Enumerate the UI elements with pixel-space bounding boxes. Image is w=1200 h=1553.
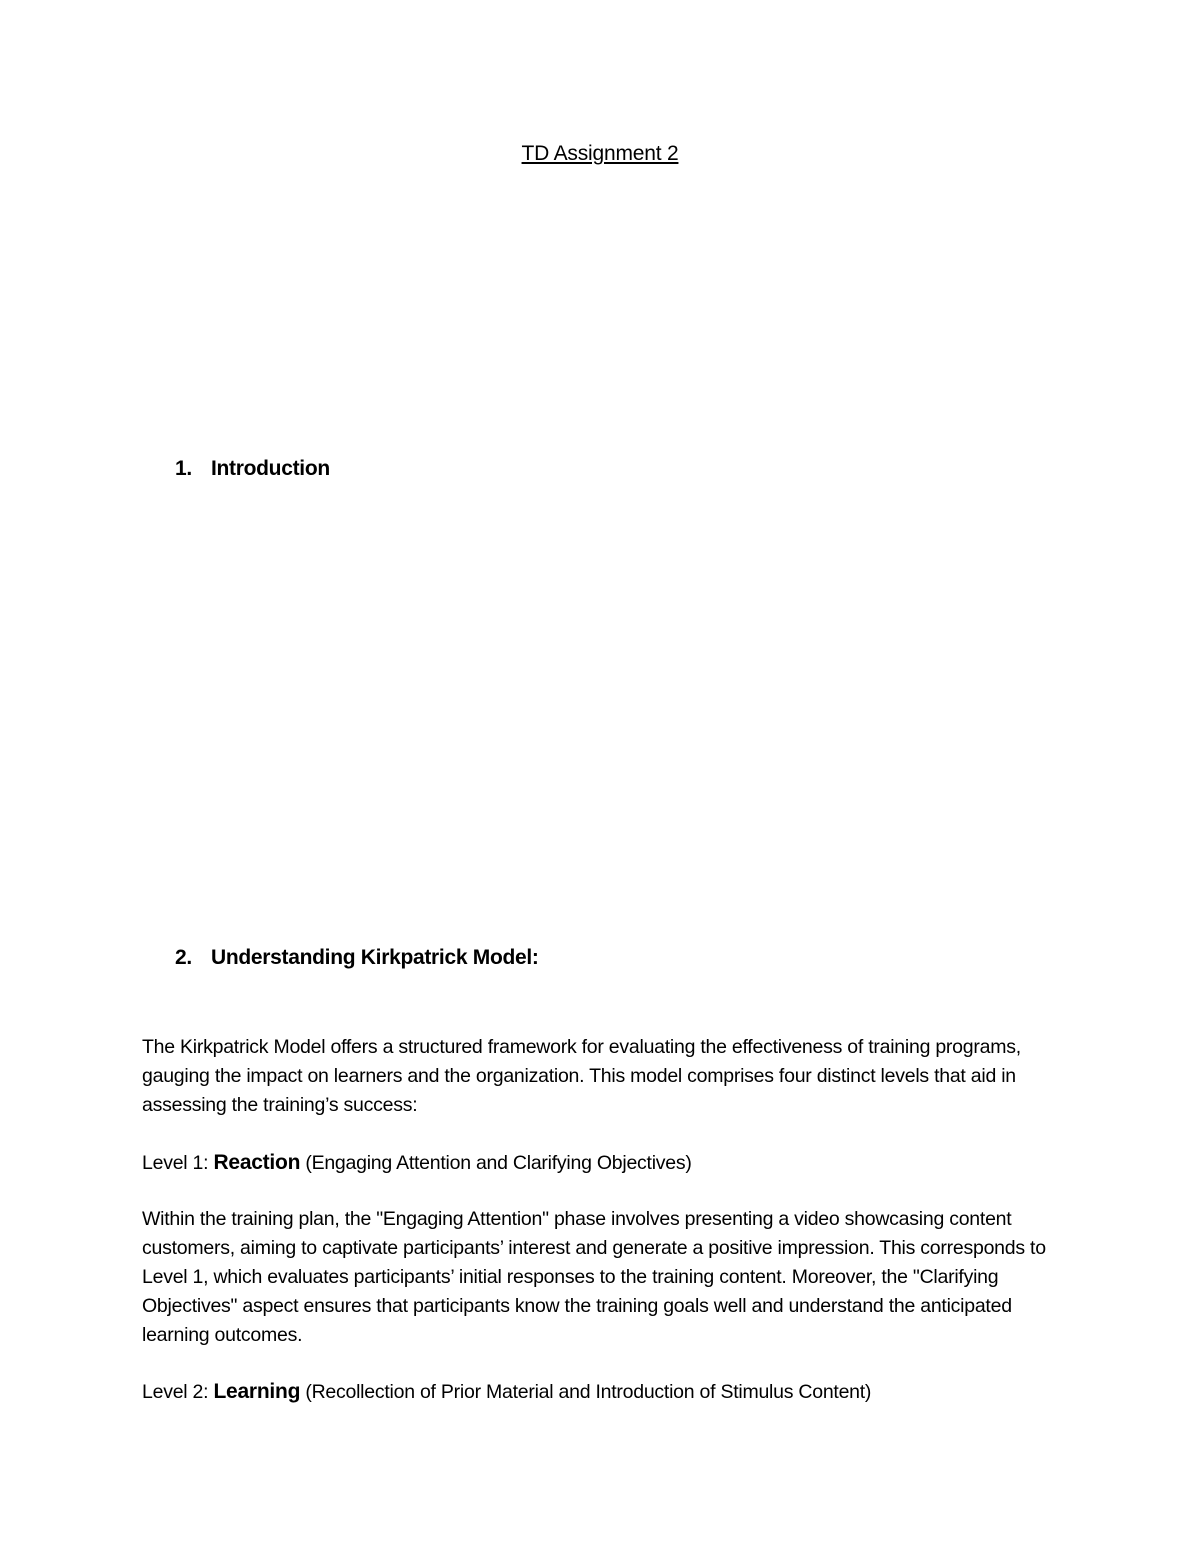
level-1-paragraph: Within the training plan, the "Engaging Attention" phase involves presenting a video showcasing content customers, aiming to captivate participants’ interest and generate a positive impression. This corresponds to Level 1, which evaluates participants’ initial responses to the training content. Moreover, the "Clarifying Objectives" aspect ensures that participants know the training goals well and understand the anticipated learning outcomes. <box>142 1208 1046 1346</box>
section-title: Introduction <box>211 457 330 480</box>
document-title: TD Assignment 2 <box>521 142 679 165</box>
level-key: Reaction <box>213 1151 301 1174</box>
level-suffix: (Recollection of Prior Material and Introduction of Stimulus Content) <box>300 1381 872 1403</box>
section-number: 1. <box>175 457 192 480</box>
section-heading-kirkpatrick <box>175 946 539 970</box>
level-2-heading <box>142 1377 1072 1407</box>
level-prefix: Level 1: <box>142 1152 214 1174</box>
section-title: Understanding Kirkpatrick Model: <box>211 946 539 969</box>
intro-paragraph: The Kirkpatrick Model offers a structured framework for evaluating the effectiveness of training programs, gauging the impact on learners and the organization. This model comprises four distinct levels that aid in assessing the training’s success: <box>142 1036 1021 1116</box>
section-heading-introduction <box>175 457 330 481</box>
level-prefix: Level 2: <box>142 1381 214 1403</box>
level-1-heading <box>142 1148 1072 1178</box>
level-suffix: (Engaging Attention and Clarifying Objectives) <box>300 1152 692 1174</box>
level-key: Learning <box>213 1380 301 1403</box>
section-number: 2. <box>175 946 192 969</box>
